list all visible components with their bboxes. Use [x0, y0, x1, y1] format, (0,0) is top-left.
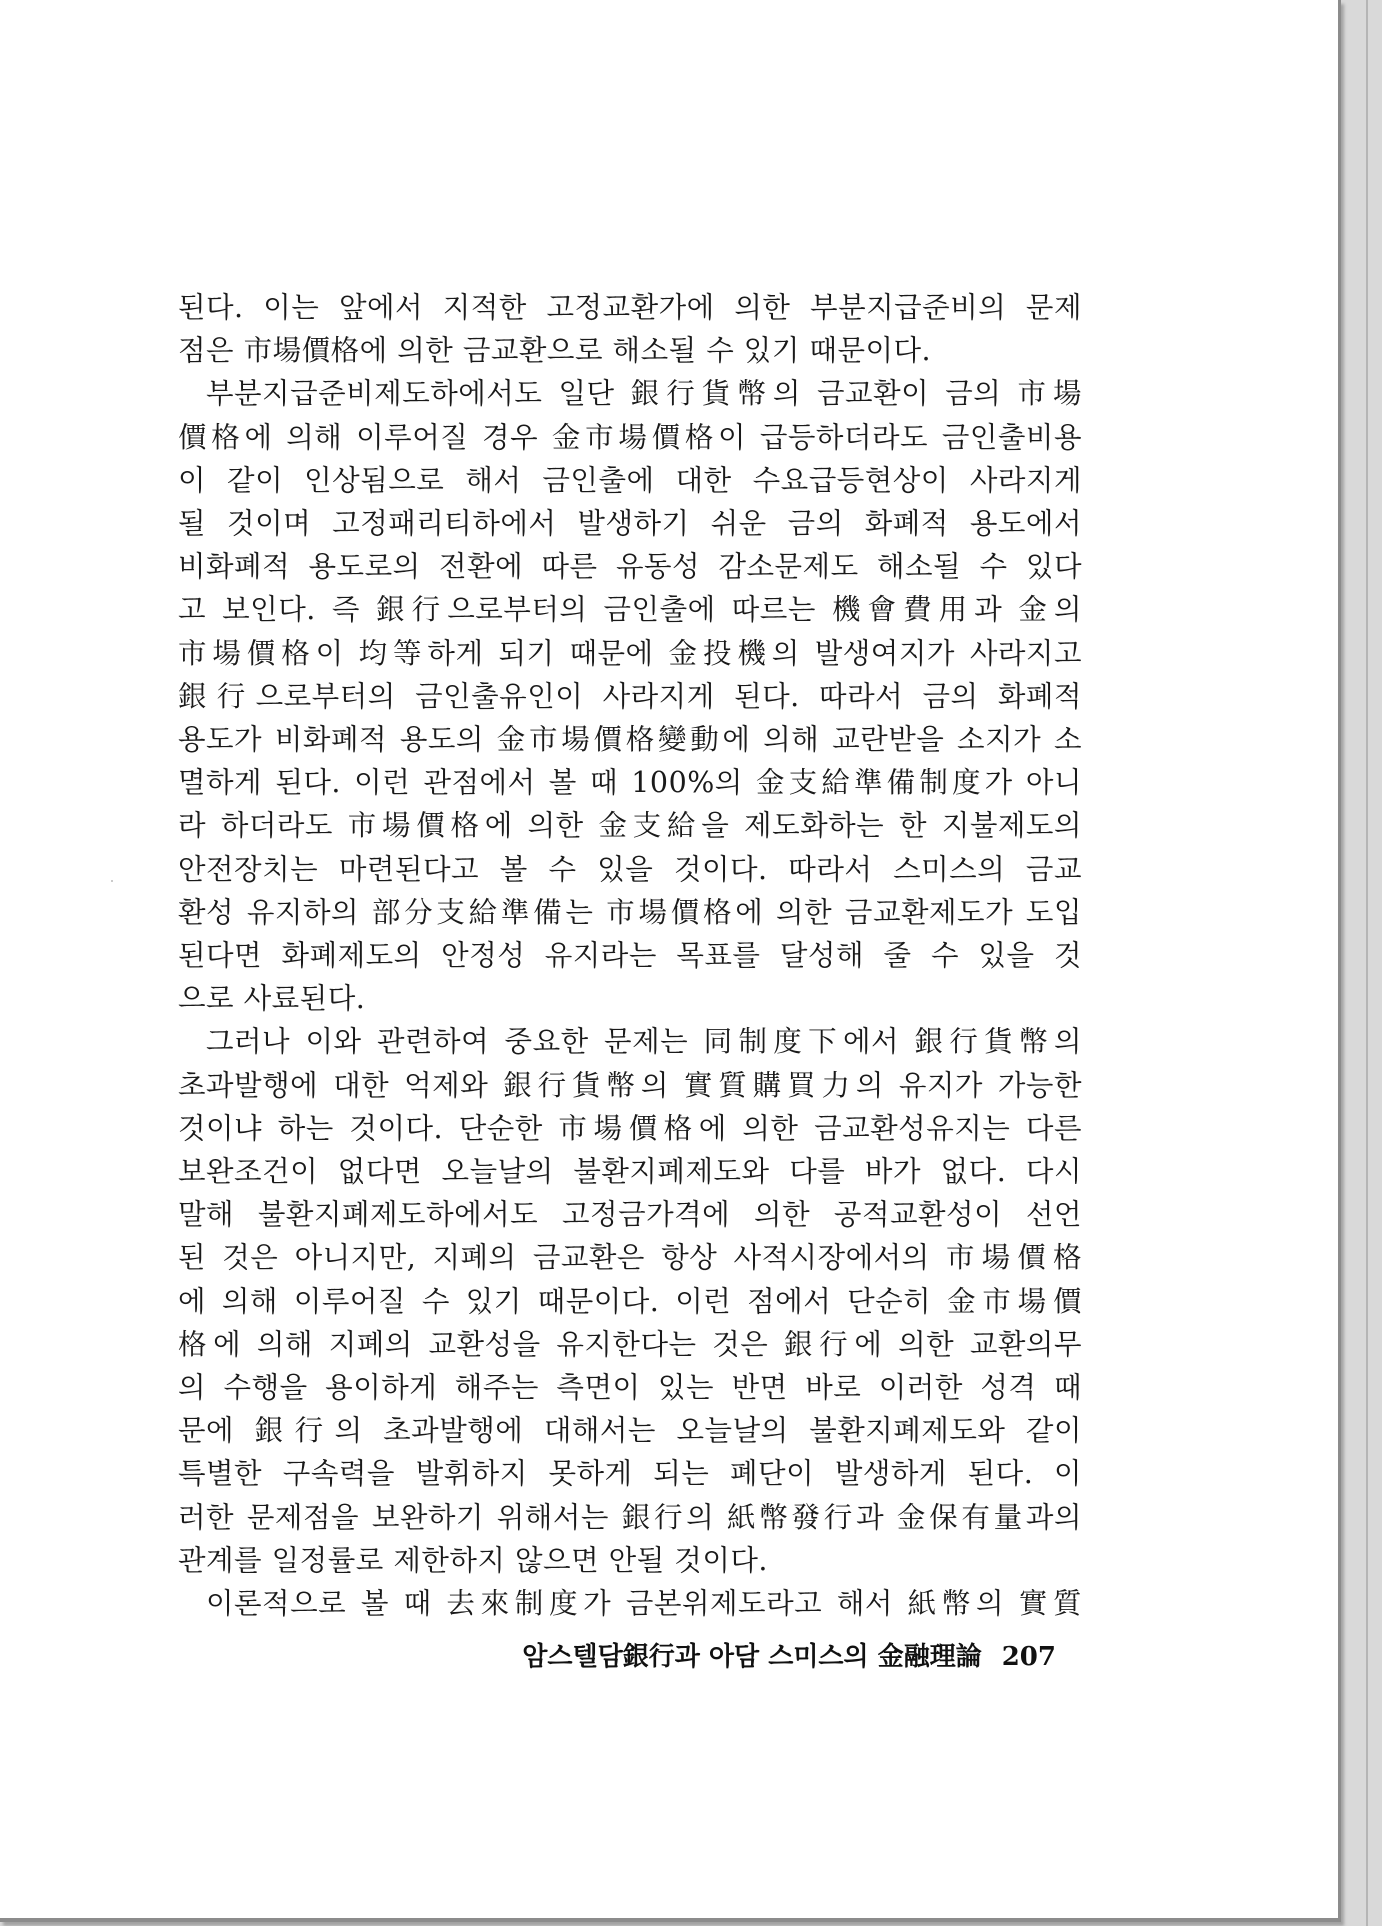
text-line: 관계를 일정률로 제한하지 않으면 안될 것이다. — [178, 1543, 768, 1577]
text-line: 이 같이 인상됨으로 해서 금인출에 대한 수요급등현상이 사라지게 — [178, 463, 1082, 497]
text-line: 이론적으로 볼 때 去來制度가 금본위제도라고 해서 紙幣의 實質 — [206, 1587, 1082, 1621]
text-line: 초과발행에 대한 억제와 銀行貨幣의 實質購買力의 유지가 가능한 — [178, 1068, 1082, 1102]
text-line: 의 수행을 용이하게 해주는 측면이 있는 반면 바로 이러한 성격 때 — [178, 1371, 1082, 1405]
text-line: 라 하더라도 市場價格에 의한 金支給을 제도화하는 한 지불제도의 — [178, 809, 1082, 843]
text-line: 格에 의해 지폐의 교환성을 유지한다는 것은 銀行에 의한 교환의무 — [178, 1327, 1082, 1361]
text-line: 된다. 이는 앞에서 지적한 고정교환가에 의한 부분지급준비의 문제 — [178, 291, 1082, 324]
text-line: 멸하게 된다. 이런 관점에서 볼 때 100%의 金支給準備制度가 아니 — [178, 766, 1082, 800]
text-line: 특별한 구속력을 발휘하지 못하게 되는 폐단이 발생하게 된다. 이 — [178, 1457, 1082, 1491]
text-line: 것이냐 하는 것이다. 단순한 市場價格에 의한 금교환성유지는 다른 — [178, 1111, 1082, 1145]
text-line: 고 보인다. 즉 銀行으로부터의 금인출에 따르는 機會費用과 金의 — [178, 593, 1082, 627]
paragraph — [178, 1582, 1082, 1625]
paragraph — [178, 1020, 1082, 1582]
text-line: 보완조건이 없다면 오늘날의 불환지폐제도와 다를 바가 없다. 다시 — [178, 1155, 1082, 1189]
text-line: 안전장치는 마련된다고 볼 수 있을 것이다. 따라서 스미스의 금교 — [178, 852, 1082, 886]
text-line: 그러나 이와 관련하여 중요한 문제는 同制度下에서 銀行貨幣의 — [206, 1025, 1082, 1059]
text-line: 문에 銀行의 초과발행에 대해서는 오늘날의 불환지폐제도와 같이 — [178, 1414, 1082, 1448]
text-line: 된 것은 아니지만, 지폐의 금교환은 항상 사적시장에서의 市場價格 — [178, 1241, 1082, 1275]
page-edge — [1366, 0, 1368, 1926]
text-line: 부분지급준비제도하에서도 일단 銀行貨幣의 금교환이 금의 市場 — [206, 377, 1082, 411]
text-line: 으로 사료된다. — [178, 982, 366, 1016]
text-line: 에 의해 이루어질 수 있기 때문이다. 이런 점에서 단순히 金市場價 — [178, 1284, 1082, 1318]
paragraph — [178, 286, 1082, 372]
text-line: 용도가 비화폐적 용도의 金市場價格變動에 의해 교란받을 소지가 소 — [178, 723, 1082, 757]
scan-speck — [111, 880, 113, 882]
page-footer — [516, 1637, 1056, 1677]
text-line: 價格에 의해 이루어질 경우 金市場價格이 급등하더라도 금인출비용 — [178, 420, 1082, 454]
text-line: 銀行으로부터의 금인출유인이 사라지게 된다. 따라서 금의 화폐적 — [178, 679, 1082, 713]
running-title: 암스텔담銀行과 아담 스미스의 金融理論 — [522, 1642, 982, 1672]
text-line: 점은 市場價格에 의한 금교환으로 해소될 수 있기 때문이다. — [178, 334, 932, 368]
text-line: 될 것이며 고정패리티하에서 발생하기 쉬운 금의 화폐적 용도에서 — [178, 507, 1082, 541]
body-text — [178, 286, 1082, 1625]
text-line: 환성 유지하의 部分支給準備는 市場價格에 의한 금교환제도가 도입 — [178, 895, 1082, 929]
page-number: 207 — [1001, 1642, 1056, 1672]
text-line: 말해 불환지폐제도하에서도 고정금가격에 의한 공적교환성이 선언 — [178, 1198, 1082, 1232]
text-line: 市場價格이 均等하게 되기 때문에 金投機의 발생여지가 사라지고 — [178, 636, 1082, 670]
paragraph — [178, 372, 1082, 1020]
text-line: 비화폐적 용도로의 전환에 따른 유동성 감소문제도 해소될 수 있다 — [178, 550, 1082, 584]
text-line: 된다면 화폐제도의 안정성 유지라는 목표를 달성해 줄 수 있을 것 — [178, 939, 1082, 973]
text-line: 러한 문제점을 보완하기 위해서는 銀行의 紙幣發行과 金保有量과의 — [178, 1500, 1082, 1534]
